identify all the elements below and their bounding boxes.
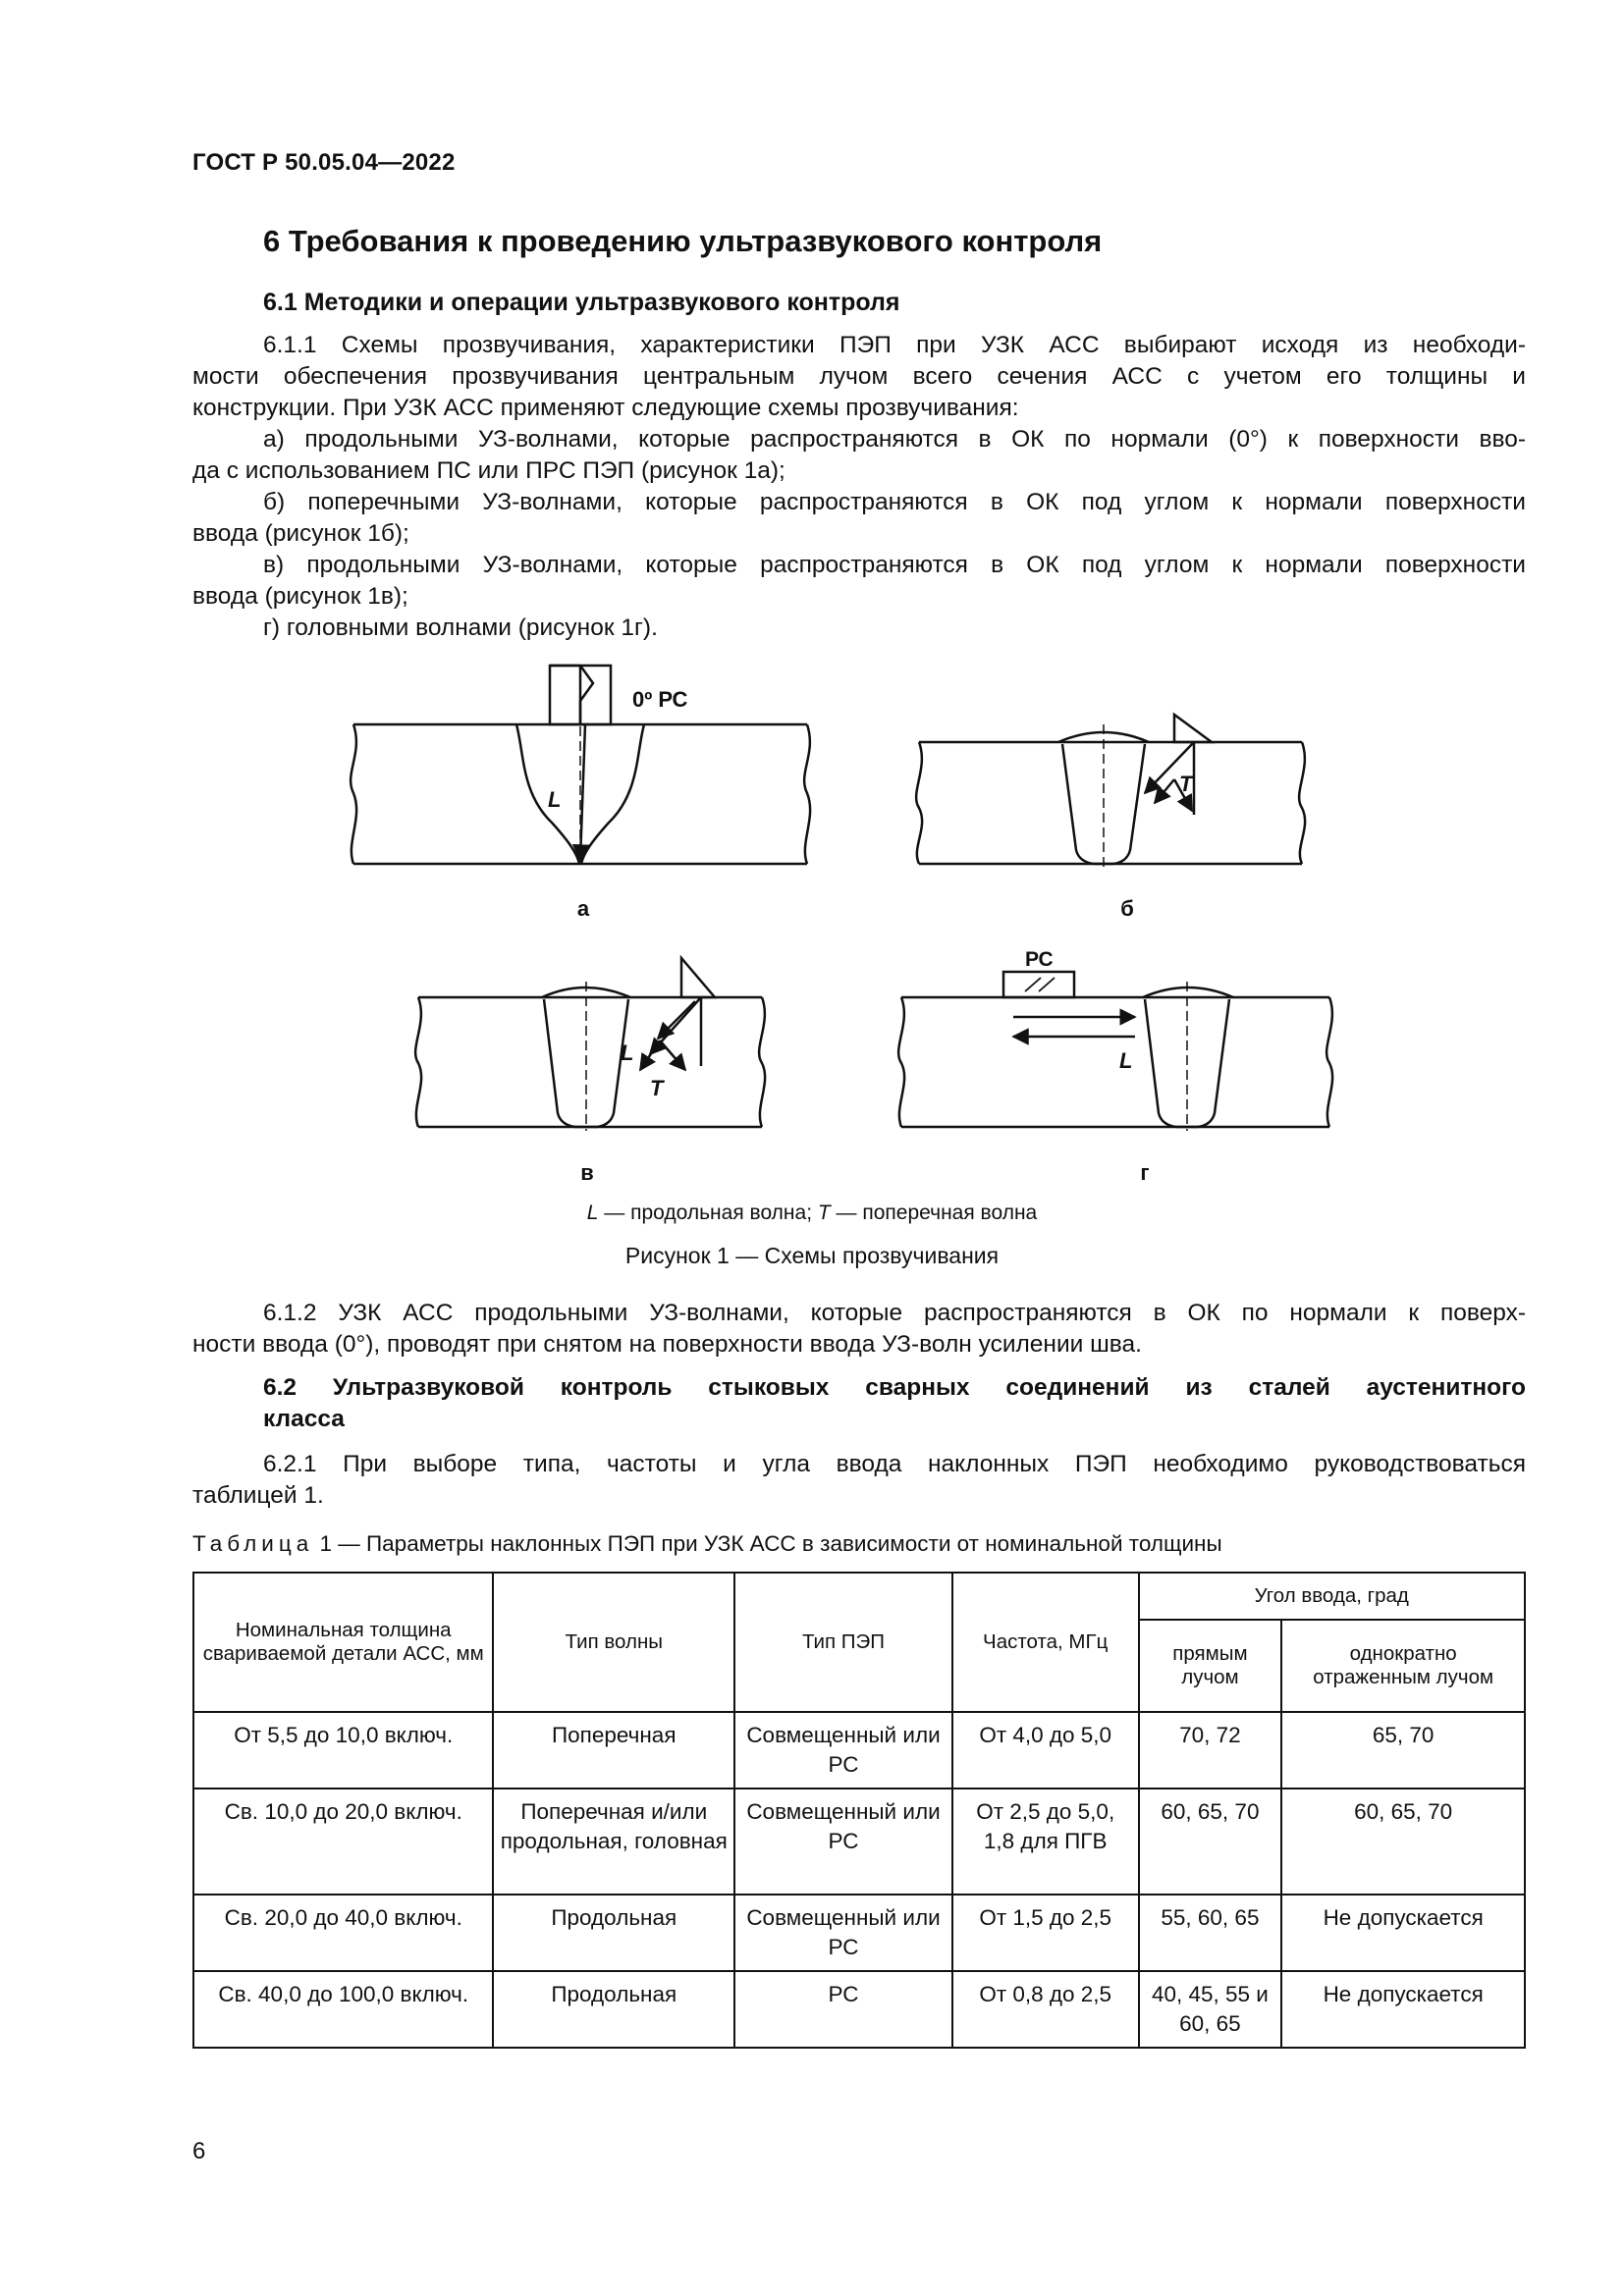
panel-b bbox=[916, 715, 1305, 868]
sublabel-a: а bbox=[576, 896, 590, 921]
text-line: 6.1.2 УЗК АСС продольными УЗ-волнами, которые распространяются в ОК по нормали к поверх- bbox=[263, 1300, 1526, 1326]
page-number: 6 bbox=[192, 2138, 206, 2164]
cell-direct: 60, 65, 70 bbox=[1139, 1789, 1282, 1895]
text-line: 6.2.1 При выборе типа, частоты и угла ввода наклонных ПЭП необходимо руководствоваться bbox=[263, 1451, 1526, 1477]
cell-wave: Продольная bbox=[493, 1895, 734, 1971]
text-line: ности ввода (0°), проводят при снятом на поверхности ввода УЗ-волн усилении шва. bbox=[192, 1331, 1142, 1358]
table-row bbox=[193, 1712, 1525, 1789]
text-line: 6.1.1 Схемы прозвучивания, характеристики ПЭП при УЗК АСС выбирают исходя из необходи- bbox=[263, 332, 1526, 358]
parameters-table bbox=[192, 1572, 1526, 2049]
header-thickness: Номинальная толщина свариваемой детали АСС, мм bbox=[193, 1573, 493, 1712]
paragraph-6-1-1 bbox=[192, 330, 1526, 644]
panel-a bbox=[351, 666, 810, 864]
header-frequency: Частота, МГц bbox=[952, 1573, 1139, 1712]
cell-reflected: Не допускается bbox=[1281, 1895, 1525, 1971]
cell-thickness: От 5,5 до 10,0 включ. bbox=[193, 1712, 493, 1789]
text-line: ввода (рисунок 1в); bbox=[192, 583, 408, 610]
probe-label-pc: РС bbox=[1025, 948, 1054, 971]
text-line: мости обеспечения прозвучивания центральным лучом всего сечения АСС с учетом его толщины и bbox=[192, 363, 1526, 390]
cell-reflected: 65, 70 bbox=[1281, 1712, 1525, 1789]
cell-wave: Поперечная и/или продольная, головная bbox=[493, 1789, 734, 1895]
cell-reflected: Не допускается bbox=[1281, 1971, 1525, 2048]
legend-l: L bbox=[586, 1201, 599, 1224]
cell-thickness: Св. 40,0 до 100,0 включ. bbox=[193, 1971, 493, 2048]
table-row bbox=[193, 1789, 1525, 1895]
text-line: класса bbox=[263, 1406, 345, 1432]
wave-label-l: L bbox=[548, 787, 562, 812]
paragraph-6-2-1 bbox=[192, 1449, 1526, 1512]
document-header: ГОСТ Р 50.05.04—2022 bbox=[192, 149, 456, 176]
sublabel-b: б bbox=[1120, 896, 1134, 921]
legend-t-text: — поперечная волна bbox=[830, 1201, 1038, 1224]
cell-thickness: Св. 10,0 до 20,0 включ. bbox=[193, 1789, 493, 1895]
cell-wave: Продольная bbox=[493, 1971, 734, 2048]
wave-label-l: L bbox=[621, 1041, 634, 1065]
table-title-text: 1 — Параметры наклонных ПЭП при УЗК АСС в зависимости от номинальной толщины bbox=[313, 1531, 1222, 1556]
text-line: конструкции. При УЗК АСС применяют следующие схемы прозвучивания: bbox=[192, 395, 1019, 421]
cell-frequency: От 4,0 до 5,0 bbox=[952, 1712, 1139, 1789]
section-title: 6 Требования к проведению ультразвукового контроля bbox=[263, 224, 1103, 258]
text-line: б) поперечными УЗ-волнами, которые распространяются в ОК под углом к нормали поверхности bbox=[263, 489, 1526, 515]
table-row bbox=[193, 1895, 1525, 1971]
cell-frequency: От 2,5 до 5,0, 1,8 для ПГВ bbox=[952, 1789, 1139, 1895]
table-row bbox=[193, 1971, 1525, 2048]
text-line: да с использованием ПС или ПРС ПЭП (рисунок 1а); bbox=[192, 457, 785, 484]
text-line: 6.2 Ультразвуковой контроль стыковых сварных соединений из сталей аустенитного bbox=[263, 1374, 1526, 1401]
header-angle: Угол ввода, град bbox=[1139, 1573, 1525, 1620]
text-line: в) продольными УЗ-волнами, которые распространяются в ОК под углом к нормали поверхности bbox=[263, 552, 1526, 578]
wave-label-t: T bbox=[1179, 772, 1193, 796]
header-reflected-beam: однократно отраженным лучом bbox=[1281, 1620, 1525, 1712]
cell-probe: РС bbox=[734, 1971, 952, 2048]
wave-label-l: L bbox=[1119, 1048, 1133, 1073]
text-line: таблицей 1. bbox=[192, 1482, 324, 1509]
cell-thickness: Св. 20,0 до 40,0 включ. bbox=[193, 1895, 493, 1971]
header-wave-type: Тип волны bbox=[493, 1573, 734, 1712]
legend-t: T bbox=[817, 1201, 831, 1224]
paragraph-6-1-2 bbox=[192, 1298, 1526, 1361]
panel-v bbox=[415, 958, 765, 1131]
panel-g bbox=[898, 972, 1332, 1131]
wave-label-t: T bbox=[650, 1076, 664, 1100]
sublabel-g: г bbox=[1140, 1160, 1150, 1185]
text-line: а) продольными УЗ-волнами, которые распространяются в ОК по нормали (0°) к поверхности вво- bbox=[263, 426, 1526, 453]
table-title-word: Таблица bbox=[192, 1531, 314, 1556]
header-probe-type: Тип ПЭП bbox=[734, 1573, 952, 1712]
probe-label-0-pc: 0º РС bbox=[632, 687, 688, 712]
cell-direct: 55, 60, 65 bbox=[1139, 1895, 1282, 1971]
header-direct-beam: прямым лучом bbox=[1139, 1620, 1282, 1712]
cell-reflected: 60, 65, 70 bbox=[1281, 1789, 1525, 1895]
cell-direct: 70, 72 bbox=[1139, 1712, 1282, 1789]
cell-frequency: От 1,5 до 2,5 bbox=[952, 1895, 1139, 1971]
text-line: г) головными волнами (рисунок 1г). bbox=[263, 614, 658, 641]
figure-1-scanning-schemes bbox=[192, 646, 1530, 1196]
subsection-title-6-1: 6.1 Методики и операции ультразвукового контроля bbox=[263, 289, 900, 316]
cell-direct: 40, 45, 55 и 60, 65 bbox=[1139, 1971, 1282, 2048]
cell-frequency: От 0,8 до 2,5 bbox=[952, 1971, 1139, 2048]
figure-caption: Рисунок 1 — Схемы прозвучивания bbox=[624, 1243, 1000, 1268]
table-title bbox=[192, 1531, 1222, 1557]
cell-probe: Совмещенный или РС bbox=[734, 1789, 952, 1895]
text-line: ввода (рисунок 1б); bbox=[192, 520, 409, 547]
sublabel-v: в bbox=[580, 1160, 594, 1185]
cell-probe: Совмещенный или РС bbox=[734, 1712, 952, 1789]
cell-wave: Поперечная bbox=[493, 1712, 734, 1789]
figure-legend bbox=[0, 1201, 1624, 1225]
legend-l-text: — продольная волна; bbox=[598, 1201, 818, 1224]
cell-probe: Совмещенный или РС bbox=[734, 1895, 952, 1971]
subsection-title-6-2 bbox=[192, 1372, 1526, 1435]
